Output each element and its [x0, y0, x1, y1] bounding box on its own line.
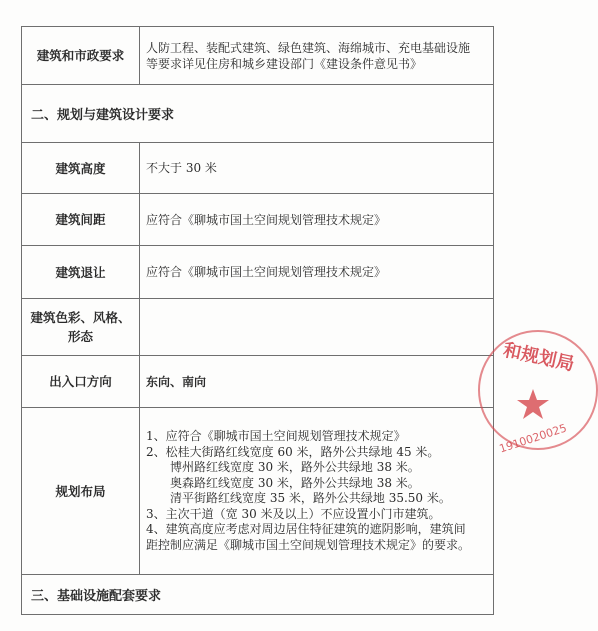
- row-label-color-style: [22, 299, 140, 356]
- row-value-spacing: 应符合《聊城市国土空间规划管理技术规定》: [140, 194, 494, 246]
- value-line: 3、主次干道（宽 30 米及以上）不应设置小门市建筑。: [146, 506, 441, 521]
- value-line: 1、应符合《聊城市国土空间规划管理技术规定》: [146, 429, 406, 443]
- value-line: 奥森路红线宽度 30 米，路外公共绿地 38 米。: [170, 475, 420, 490]
- row-value-building-municipal: [140, 27, 494, 85]
- value-line: 清平街路红线宽度 35 米，路外公共绿地 35.50 米。: [170, 491, 451, 505]
- row-value-setback: 应符合《聊城市国土空间规划管理技术规定》: [140, 246, 494, 299]
- row-label-layout: 规划布局: [22, 408, 140, 575]
- seal-star-icon: [516, 388, 550, 422]
- table-row: [22, 408, 494, 575]
- label-line: 形态: [67, 329, 93, 344]
- section-heading-planning: 二、规划与建筑设计要求: [22, 85, 494, 143]
- seal-number: 1910020025: [497, 421, 569, 456]
- row-label-entrance: 出入口方向: [22, 356, 140, 408]
- table-row: [22, 246, 494, 299]
- value-line: 人防工程、装配式建筑、绿色建筑、海绵城市、充电基础设施: [146, 40, 471, 55]
- seal-text: 和规划局: [501, 339, 577, 376]
- row-value-layout: [140, 408, 494, 575]
- value-line: 4、建筑高度应考虑对周边居住特征建筑的遮阴影响，建筑间: [146, 522, 466, 536]
- row-value-color-style: [140, 299, 494, 356]
- table-row: [22, 27, 494, 85]
- table-row: [22, 575, 494, 615]
- table-row: [22, 143, 494, 194]
- table-row: [22, 85, 494, 143]
- planning-requirements-table: [21, 26, 494, 615]
- label-line: 建筑色彩、风格、: [30, 310, 131, 325]
- row-label-setback: 建筑退让: [22, 246, 140, 299]
- value-line: 2、松桂大街路红线宽度 60 米，路外公共绿地 45 米。: [146, 444, 440, 459]
- section-heading-infrastructure: 三、基础设施配套要求: [22, 575, 494, 615]
- table-row: [22, 194, 494, 246]
- value-line: 距控制应满足《聊城市国土空间规划管理技术规定》的要求。: [146, 537, 471, 552]
- table-row: [22, 299, 494, 356]
- table-row: [22, 356, 494, 408]
- value-line: 博州路红线宽度 30 米，路外公共绿地 38 米。: [170, 460, 420, 474]
- row-label-height: 建筑高度: [22, 143, 140, 194]
- row-label-spacing: 建筑间距: [22, 194, 140, 246]
- value-line: 等要求详见住房和城乡建设部门《建设条件意见书》: [146, 56, 423, 71]
- row-value-entrance: 东向、南向: [140, 356, 494, 408]
- row-label-building-municipal: 建筑和市政要求: [22, 27, 140, 85]
- row-value-height: 不大于 30 米: [140, 143, 494, 194]
